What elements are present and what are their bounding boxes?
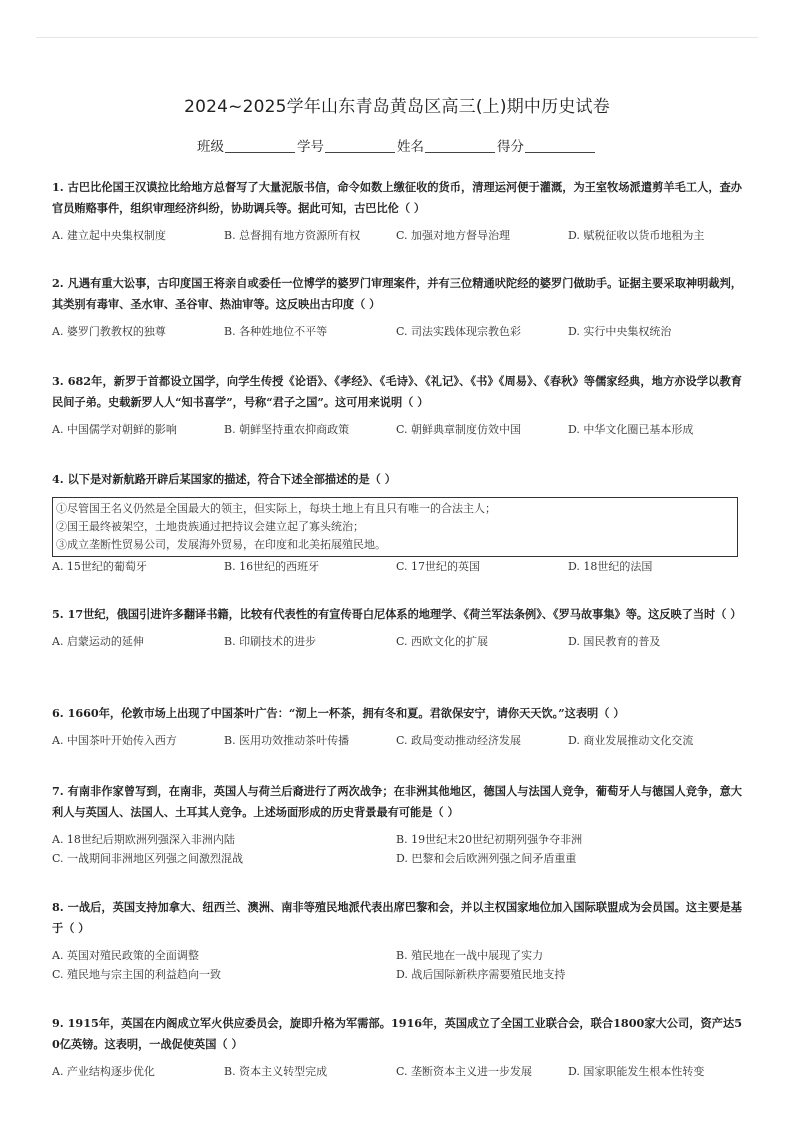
option-b[interactable]: B. 16世纪的西班牙 [224, 560, 320, 573]
options [52, 1063, 742, 1082]
option-b[interactable]: B. 各种姓地位不平等 [224, 325, 328, 338]
options [52, 633, 742, 652]
page-title: 2024~2025学年山东青岛黄岛区高三(上)期中历史试卷 [184, 97, 610, 117]
option-d[interactable]: D. 战后国际新秩序需要殖民地支持 [396, 968, 566, 981]
name-label: 姓名 [397, 139, 424, 155]
option-a[interactable]: A. 启蒙运动的延伸 [52, 635, 144, 648]
options [52, 831, 742, 869]
option-b[interactable]: B. 殖民地在一战中展现了实力 [396, 949, 544, 962]
score-blank[interactable] [525, 139, 595, 153]
option-d[interactable]: D. 中华文化圈已基本形成 [568, 423, 694, 436]
number-blank[interactable] [325, 139, 395, 153]
material-line: ③成立垄断性贸易公司，发展海外贸易，在印度和北美拓展殖民地。 [56, 538, 386, 551]
option-c[interactable]: C. 垄断资本主义进一步发展 [396, 1065, 533, 1078]
question-1 [52, 177, 742, 246]
option-a[interactable]: A. 中国茶叶开始传入西方 [52, 734, 177, 747]
option-b[interactable]: B. 朝鲜坚持重农抑商政策 [224, 423, 350, 436]
question-stem: 8. 一战后，英国支持加拿大、纽西兰、澳洲、南非等殖民地派代表出席巴黎和会，并以主权国家地位加入国际联盟成为会员国。这主要是基于（ ） [52, 900, 742, 935]
option-a[interactable]: A. 15世纪的葡萄牙 [52, 560, 147, 573]
option-b[interactable]: B. 医用功效推动茶叶传播 [224, 734, 350, 747]
material-line: ②国王最终被架空，土地贵族通过把持议会建立起了寡头统治； [56, 520, 364, 533]
question-5 [52, 604, 742, 652]
question-stem: 4. 以下是对新航路开辟后某国家的描述，符合下述全部描述的是（ ） [52, 472, 396, 486]
material-line: ①尽管国王名义仍然是全国最大的领主，但实际上，每块土地上有且只有唯一的合法主人； [56, 502, 496, 515]
option-c[interactable]: C. 政局变动推动经济发展 [396, 734, 522, 747]
option-c[interactable]: C. 殖民地与宗主国的利益趋向一致 [52, 968, 222, 981]
options [52, 558, 742, 577]
question-stem: 7. 有南非作家曾写到，在南非，英国人与荷兰后裔进行了两次战争；在非洲其他地区，德国人与法国人竞争，葡萄牙人与德国人竞争，意大利人与英国人、法国人、土耳其人竞争。上述场面形成的历史背景最有可能是（ ） [52, 784, 742, 819]
question-7 [52, 781, 742, 869]
option-d[interactable]: D. 18世纪的法国 [568, 560, 653, 573]
material-box [52, 497, 738, 557]
option-a[interactable]: A. 18世纪后期欧洲列强深入非洲内陆 [52, 833, 235, 846]
options [52, 227, 742, 246]
question-8 [52, 897, 742, 985]
option-d[interactable]: D. 巴黎和会后欧洲列强之间矛盾重重 [396, 852, 577, 865]
option-a[interactable]: A. 产业结构逐步优化 [52, 1065, 155, 1078]
option-d[interactable]: D. 国民教育的普及 [568, 635, 661, 648]
option-d[interactable]: D. 商业发展推动文化交流 [568, 734, 694, 747]
option-a[interactable]: A. 英国对殖民政策的全面调整 [52, 949, 199, 962]
name-blank[interactable] [425, 139, 495, 153]
option-a[interactable]: A. 婆罗门教教权的独尊 [52, 325, 166, 338]
question-stem: 6. 1660年，伦敦市场上出现了中国茶叶广告：“沏上一杯茶，拥有冬和夏。君欲保安宁，请你天天饮。”这表明（ ） [52, 706, 625, 720]
option-a[interactable]: A. 建立起中央集权制度 [52, 229, 166, 242]
question-stem: 2. 凡遇有重大讼事，古印度国王将亲自或委任一位博学的婆罗门审理案件，并有三位精通吠陀经的婆罗门做助手。证据主要采取神明裁判，其类别有毒审、圣水审、圣谷审、热油审等。这反映出古印度（ ） [52, 276, 742, 311]
option-d[interactable]: D. 国家职能发生根本性转变 [568, 1065, 705, 1078]
option-b[interactable]: B. 资本主义转型完成 [224, 1065, 328, 1078]
option-c[interactable]: C. 加强对地方督导治理 [396, 229, 511, 242]
option-c[interactable]: C. 17世纪的英国 [396, 560, 481, 573]
question-9 [52, 1013, 742, 1082]
option-b[interactable]: B. 总督拥有地方资源所有权 [224, 229, 361, 242]
option-d[interactable]: D. 实行中央集权统治 [568, 325, 672, 338]
class-blank[interactable] [225, 139, 295, 153]
options [52, 732, 742, 751]
option-c[interactable]: C. 西欧文化的扩展 [396, 635, 489, 648]
question-stem: 5. 17世纪，俄国引进许多翻译书籍，比较有代表性的有宣传哥白尼体系的地理学、《荷兰军法条例》、《罗马故事集》等。这反映了当时（ ） [52, 607, 742, 621]
option-c[interactable]: C. 一战期间非洲地区列强之间激烈混战 [52, 852, 244, 865]
option-a[interactable]: A. 中国儒学对朝鲜的影响 [52, 423, 177, 436]
question-stem: 3. 682年，新罗于首都设立国学，向学生传授《论语》、《孝经》、《毛诗》、《礼记》、《书》《周易》、《春秋》等儒家经典，地方亦设学以教育民间子弟。史载新罗人人“知书喜学”，号称“君子之国”。这可用来说明（ ） [52, 374, 742, 409]
question-6 [52, 703, 742, 751]
question-stem: 9. 1915年，英国在内阁成立军火供应委员会，旋即升格为军需部。1916年，英国成立了全国工业联合会，联合1800家大公司，资产达50亿英镑。这表明，一战促使英国（ ） [52, 1016, 742, 1051]
option-c[interactable]: C. 朝鲜典章制度仿效中国 [396, 423, 522, 436]
student-info-line [0, 135, 794, 155]
question-stem: 1. 古巴比伦国王汉谟拉比给地方总督写了大量泥版书信，命令如数上缴征收的货币，清理运河便于灌溉，为王室牧场派遣剪羊毛工人，查办官员贿赂事件，组织审理经济纠纷，协助调兵等。据此可知，古巴比伦（ ） [52, 180, 742, 215]
question-3 [52, 371, 742, 440]
score-label: 得分 [497, 139, 524, 155]
options [52, 421, 742, 440]
question-2 [52, 273, 742, 342]
option-b[interactable]: B. 印刷技术的进步 [224, 635, 317, 648]
number-label: 学号 [297, 139, 324, 155]
question-4 [52, 469, 742, 577]
class-label: 班级 [197, 139, 224, 155]
option-d[interactable]: D. 赋税征收以货币地租为主 [568, 229, 705, 242]
option-c[interactable]: C. 司法实践体现宗教色彩 [396, 325, 522, 338]
options [52, 947, 742, 985]
option-b[interactable]: B. 19世纪末20世纪初期列强争夺非洲 [396, 833, 583, 846]
header-rule [36, 37, 758, 38]
options [52, 323, 742, 342]
